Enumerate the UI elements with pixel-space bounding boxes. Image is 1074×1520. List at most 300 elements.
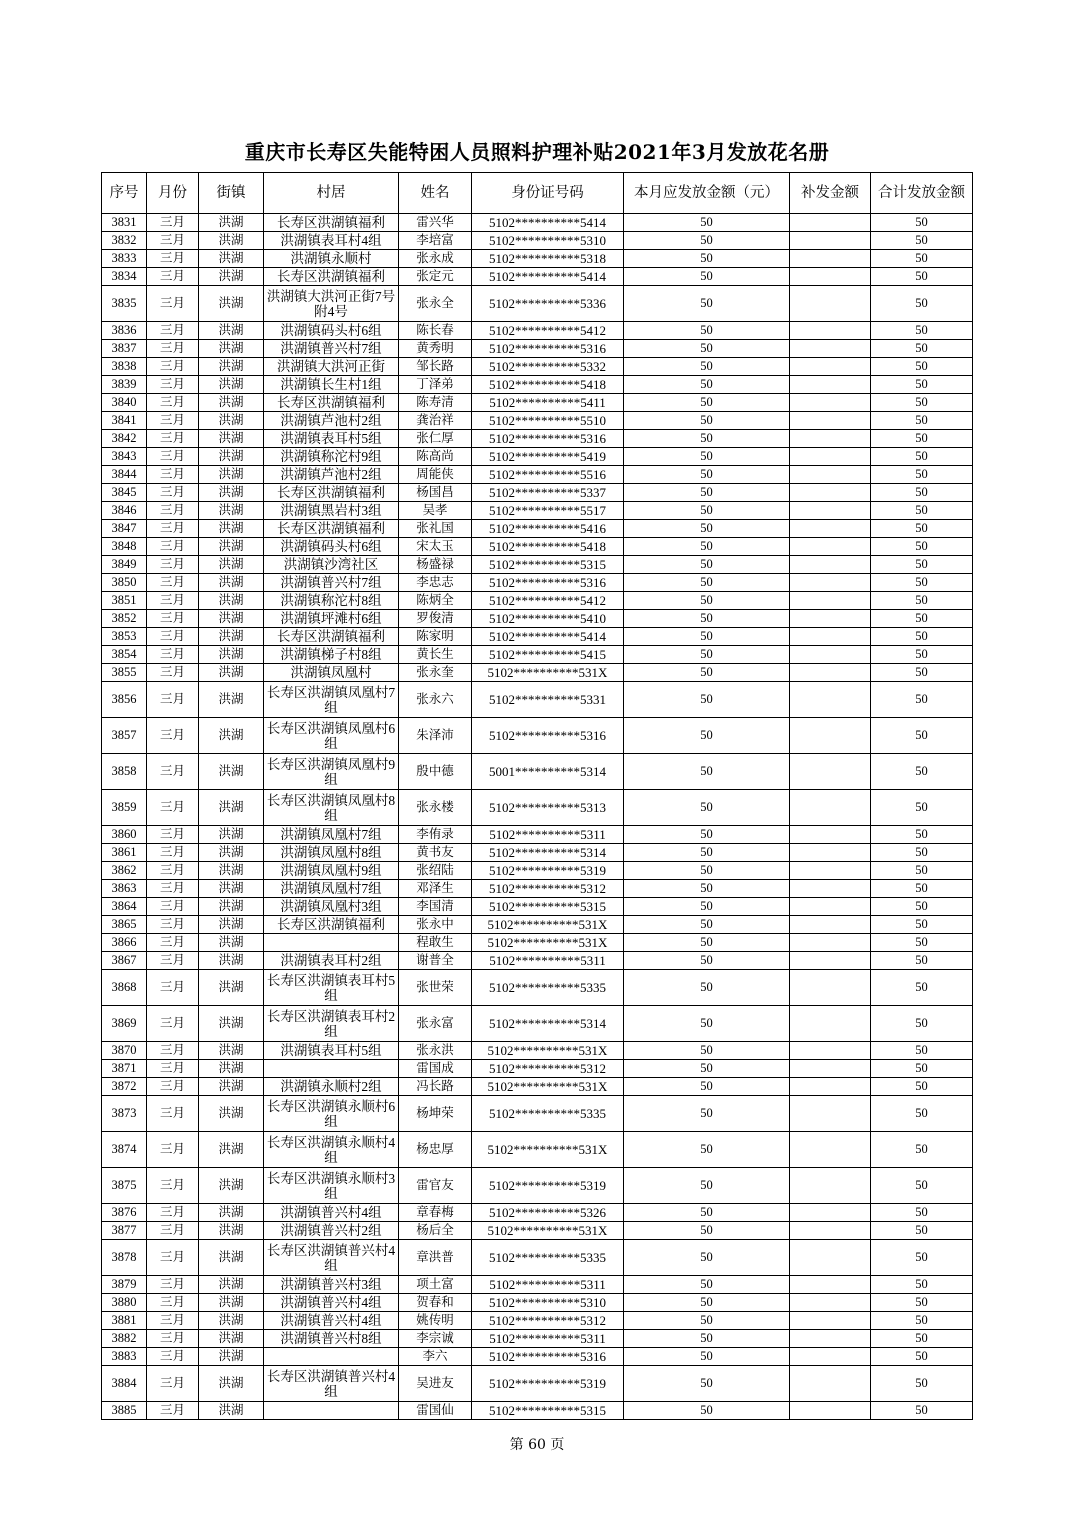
cell-amount-due: 50 [624, 754, 790, 790]
cell-id-number: 5102**********5312 [472, 880, 624, 898]
cell-index: 3840 [102, 394, 147, 412]
cell-back-pay [790, 538, 871, 556]
cell-month: 三月 [147, 610, 199, 628]
cell-village [264, 934, 399, 952]
cell-month: 三月 [147, 1330, 199, 1348]
cell-back-pay [790, 430, 871, 448]
cell-total: 50 [871, 1168, 973, 1204]
cell-index: 3831 [102, 214, 147, 232]
cell-back-pay [790, 916, 871, 934]
cell-name: 张绍陆 [399, 862, 472, 880]
cell-back-pay [790, 682, 871, 718]
cell-total: 50 [871, 232, 973, 250]
cell-amount-due: 50 [624, 1042, 790, 1060]
cell-village: 洪湖镇表耳村4组 [264, 232, 399, 250]
cell-index: 3862 [102, 862, 147, 880]
cell-back-pay [790, 1294, 871, 1312]
cell-town: 洪湖 [199, 790, 264, 826]
cell-total: 50 [871, 1276, 973, 1294]
cell-amount-due: 50 [624, 826, 790, 844]
cell-amount-due: 50 [624, 898, 790, 916]
cell-total: 50 [871, 826, 973, 844]
cell-id-number: 5102**********5316 [472, 430, 624, 448]
cell-total: 50 [871, 574, 973, 592]
cell-id-number: 5102**********5313 [472, 790, 624, 826]
cell-village: 长寿区洪湖镇普兴村4组 [264, 1240, 399, 1276]
cell-name: 邹长路 [399, 358, 472, 376]
cell-village: 长寿区洪湖镇福利 [264, 394, 399, 412]
cell-month: 三月 [147, 1006, 199, 1042]
cell-back-pay [790, 1096, 871, 1132]
cell-id-number: 5102**********5411 [472, 394, 624, 412]
document-title: 重庆市长寿区失能特困人员照料护理补贴2021年3月发放花名册 [244, 140, 830, 164]
cell-amount-due: 50 [624, 430, 790, 448]
table-row [102, 1402, 973, 1420]
cell-month: 三月 [147, 232, 199, 250]
cell-id-number: 5102**********5316 [472, 574, 624, 592]
col-header-total: 合计发放金额 [871, 173, 973, 214]
cell-total: 50 [871, 610, 973, 628]
cell-month: 三月 [147, 682, 199, 718]
cell-amount-due: 50 [624, 340, 790, 358]
cell-back-pay [790, 880, 871, 898]
cell-amount-due: 50 [624, 1006, 790, 1042]
col-header-village: 村居 [264, 173, 399, 214]
cell-id-number: 5102**********5510 [472, 412, 624, 430]
cell-town: 洪湖 [199, 610, 264, 628]
cell-amount-due: 50 [624, 1168, 790, 1204]
cell-month: 三月 [147, 286, 199, 322]
cell-month: 三月 [147, 412, 199, 430]
cell-amount-due: 50 [624, 646, 790, 664]
table-row [102, 448, 973, 466]
cell-back-pay [790, 466, 871, 484]
cell-town: 洪湖 [199, 394, 264, 412]
cell-name: 李培富 [399, 232, 472, 250]
cell-name: 黄秀明 [399, 340, 472, 358]
cell-id-number: 5102**********5326 [472, 1204, 624, 1222]
cell-back-pay [790, 844, 871, 862]
cell-month: 三月 [147, 754, 199, 790]
cell-town: 洪湖 [199, 1060, 264, 1078]
cell-total: 50 [871, 628, 973, 646]
header-row [102, 173, 973, 214]
cell-amount-due: 50 [624, 286, 790, 322]
cell-id-number: 5102**********5311 [472, 952, 624, 970]
cell-village: 洪湖镇普兴村2组 [264, 1222, 399, 1240]
cell-back-pay [790, 322, 871, 340]
cell-name: 张永全 [399, 286, 472, 322]
cell-index: 3856 [102, 682, 147, 718]
cell-town: 洪湖 [199, 1096, 264, 1132]
cell-month: 三月 [147, 628, 199, 646]
table-row [102, 502, 973, 520]
cell-back-pay [790, 1348, 871, 1366]
cell-total: 50 [871, 520, 973, 538]
roster-body [102, 214, 973, 1420]
cell-town: 洪湖 [199, 1132, 264, 1168]
cell-month: 三月 [147, 1078, 199, 1096]
cell-index: 3847 [102, 520, 147, 538]
cell-village: 洪湖镇普兴村4组 [264, 1294, 399, 1312]
cell-name: 张永富 [399, 1006, 472, 1042]
cell-total: 50 [871, 1348, 973, 1366]
cell-village: 长寿区洪湖镇表耳村2组 [264, 1006, 399, 1042]
cell-id-number: 5102**********5418 [472, 538, 624, 556]
cell-village: 长寿区洪湖镇永顺村6组 [264, 1096, 399, 1132]
cell-id-number: 5102**********5517 [472, 502, 624, 520]
cell-back-pay [790, 268, 871, 286]
cell-index: 3846 [102, 502, 147, 520]
cell-id-number: 5102**********5312 [472, 1060, 624, 1078]
cell-total: 50 [871, 1204, 973, 1222]
cell-amount-due: 50 [624, 880, 790, 898]
cell-month: 三月 [147, 322, 199, 340]
cell-total: 50 [871, 646, 973, 664]
cell-name: 杨后全 [399, 1222, 472, 1240]
cell-id-number: 5001**********5314 [472, 754, 624, 790]
table-row [102, 574, 973, 592]
cell-index: 3835 [102, 286, 147, 322]
cell-index: 3841 [102, 412, 147, 430]
cell-village: 洪湖镇普兴村4组 [264, 1312, 399, 1330]
cell-id-number: 5102**********5335 [472, 1096, 624, 1132]
cell-amount-due: 50 [624, 250, 790, 268]
cell-month: 三月 [147, 1060, 199, 1078]
cell-amount-due: 50 [624, 484, 790, 502]
cell-amount-due: 50 [624, 358, 790, 376]
cell-total: 50 [871, 538, 973, 556]
cell-town: 洪湖 [199, 592, 264, 610]
cell-amount-due: 50 [624, 682, 790, 718]
cell-town: 洪湖 [199, 1330, 264, 1348]
table-row [102, 880, 973, 898]
cell-id-number: 5102**********5410 [472, 610, 624, 628]
cell-town: 洪湖 [199, 1294, 264, 1312]
cell-month: 三月 [147, 520, 199, 538]
cell-id-number: 5102**********5314 [472, 1006, 624, 1042]
cell-month: 三月 [147, 1204, 199, 1222]
col-header-name: 姓名 [399, 173, 472, 214]
cell-village: 洪湖镇称沱村9组 [264, 448, 399, 466]
cell-id-number: 5102**********5414 [472, 268, 624, 286]
table-row [102, 1240, 973, 1276]
cell-name: 罗俊清 [399, 610, 472, 628]
cell-amount-due: 50 [624, 952, 790, 970]
cell-total: 50 [871, 1330, 973, 1348]
cell-name: 陈高尚 [399, 448, 472, 466]
cell-back-pay [790, 1060, 871, 1078]
cell-id-number: 5102**********5315 [472, 1402, 624, 1420]
cell-back-pay [790, 952, 871, 970]
cell-total: 50 [871, 448, 973, 466]
cell-total: 50 [871, 556, 973, 574]
cell-village: 长寿区洪湖镇凤凰村7组 [264, 682, 399, 718]
table-row [102, 610, 973, 628]
cell-town: 洪湖 [199, 862, 264, 880]
cell-total: 50 [871, 484, 973, 502]
cell-total: 50 [871, 1402, 973, 1420]
cell-back-pay [790, 1366, 871, 1402]
cell-id-number: 5102**********5335 [472, 1240, 624, 1276]
cell-id-number: 5102**********531X [472, 1222, 624, 1240]
cell-name: 李国清 [399, 898, 472, 916]
cell-index: 3849 [102, 556, 147, 574]
cell-amount-due: 50 [624, 1060, 790, 1078]
cell-town: 洪湖 [199, 1204, 264, 1222]
table-row [102, 322, 973, 340]
cell-town: 洪湖 [199, 1366, 264, 1402]
cell-back-pay [790, 1240, 871, 1276]
cell-name: 陈炳全 [399, 592, 472, 610]
cell-id-number: 5102**********5310 [472, 232, 624, 250]
cell-village: 长寿区洪湖镇永顺村3组 [264, 1168, 399, 1204]
cell-amount-due: 50 [624, 1402, 790, 1420]
cell-back-pay [790, 1132, 871, 1168]
cell-month: 三月 [147, 376, 199, 394]
cell-index: 3858 [102, 754, 147, 790]
cell-town: 洪湖 [199, 520, 264, 538]
cell-month: 三月 [147, 790, 199, 826]
cell-total: 50 [871, 376, 973, 394]
cell-name: 吴进友 [399, 1366, 472, 1402]
table-row [102, 466, 973, 484]
cell-village: 洪湖镇表耳村5组 [264, 1042, 399, 1060]
cell-town: 洪湖 [199, 1402, 264, 1420]
cell-town: 洪湖 [199, 232, 264, 250]
cell-town: 洪湖 [199, 628, 264, 646]
cell-name: 雷官友 [399, 1168, 472, 1204]
cell-back-pay [790, 520, 871, 538]
cell-id-number: 5102**********5314 [472, 844, 624, 862]
cell-village: 洪湖镇凤凰村7组 [264, 880, 399, 898]
cell-total: 50 [871, 1096, 973, 1132]
roster-table [101, 172, 973, 1420]
table-row [102, 718, 973, 754]
cell-month: 三月 [147, 250, 199, 268]
table-row [102, 1168, 973, 1204]
cell-village: 洪湖镇沙湾社区 [264, 556, 399, 574]
cell-month: 三月 [147, 1276, 199, 1294]
cell-back-pay [790, 826, 871, 844]
cell-name: 张永洪 [399, 1042, 472, 1060]
cell-name: 杨盛禄 [399, 556, 472, 574]
cell-back-pay [790, 484, 871, 502]
cell-amount-due: 50 [624, 628, 790, 646]
cell-total: 50 [871, 592, 973, 610]
table-row [102, 1096, 973, 1132]
cell-amount-due: 50 [624, 520, 790, 538]
cell-id-number: 5102**********5311 [472, 1330, 624, 1348]
cell-name: 张永六 [399, 682, 472, 718]
cell-amount-due: 50 [624, 1240, 790, 1276]
cell-back-pay [790, 1330, 871, 1348]
cell-village: 长寿区洪湖镇福利 [264, 916, 399, 934]
col-header-amount-due: 本月应发放金额（元） [624, 173, 790, 214]
cell-total: 50 [871, 970, 973, 1006]
cell-month: 三月 [147, 1402, 199, 1420]
table-row [102, 862, 973, 880]
cell-village: 洪湖镇梯子村8组 [264, 646, 399, 664]
cell-id-number: 5102**********5415 [472, 646, 624, 664]
cell-amount-due: 50 [624, 592, 790, 610]
cell-id-number: 5102**********5311 [472, 826, 624, 844]
cell-month: 三月 [147, 1240, 199, 1276]
cell-name: 黄书友 [399, 844, 472, 862]
cell-amount-due: 50 [624, 322, 790, 340]
cell-village: 洪湖镇凤凰村8组 [264, 844, 399, 862]
cell-back-pay [790, 718, 871, 754]
table-row [102, 1222, 973, 1240]
cell-amount-due: 50 [624, 268, 790, 286]
cell-town: 洪湖 [199, 1078, 264, 1096]
cell-amount-due: 50 [624, 1312, 790, 1330]
cell-town: 洪湖 [199, 322, 264, 340]
cell-town: 洪湖 [199, 898, 264, 916]
cell-town: 洪湖 [199, 466, 264, 484]
cell-id-number: 5102**********531X [472, 1042, 624, 1060]
cell-back-pay [790, 970, 871, 1006]
cell-index: 3857 [102, 718, 147, 754]
cell-village: 长寿区洪湖镇福利 [264, 268, 399, 286]
cell-town: 洪湖 [199, 916, 264, 934]
cell-village: 洪湖镇普兴村7组 [264, 340, 399, 358]
cell-index: 3875 [102, 1168, 147, 1204]
cell-back-pay [790, 664, 871, 682]
cell-name: 张仁厚 [399, 430, 472, 448]
cell-back-pay [790, 790, 871, 826]
table-row [102, 1294, 973, 1312]
cell-total: 50 [871, 322, 973, 340]
table-row [102, 1276, 973, 1294]
cell-village: 洪湖镇黑岩村3组 [264, 502, 399, 520]
cell-village: 长寿区洪湖镇福利 [264, 214, 399, 232]
cell-name: 李宗诚 [399, 1330, 472, 1348]
cell-back-pay [790, 214, 871, 232]
cell-month: 三月 [147, 1132, 199, 1168]
cell-name: 章春梅 [399, 1204, 472, 1222]
cell-id-number: 5102**********5316 [472, 718, 624, 754]
cell-back-pay [790, 592, 871, 610]
cell-amount-due: 50 [624, 916, 790, 934]
cell-village: 长寿区洪湖镇表耳村5组 [264, 970, 399, 1006]
cell-town: 洪湖 [199, 1240, 264, 1276]
col-header-index: 序号 [102, 173, 147, 214]
cell-month: 三月 [147, 898, 199, 916]
cell-index: 3878 [102, 1240, 147, 1276]
cell-amount-due: 50 [624, 934, 790, 952]
cell-village [264, 1402, 399, 1420]
table-row [102, 394, 973, 412]
cell-town: 洪湖 [199, 484, 264, 502]
cell-id-number: 5102**********5412 [472, 592, 624, 610]
cell-total: 50 [871, 754, 973, 790]
cell-month: 三月 [147, 880, 199, 898]
table-row [102, 250, 973, 268]
cell-index: 3848 [102, 538, 147, 556]
cell-village: 洪湖镇普兴村7组 [264, 574, 399, 592]
cell-village: 洪湖镇称沱村8组 [264, 592, 399, 610]
cell-month: 三月 [147, 502, 199, 520]
cell-back-pay [790, 556, 871, 574]
cell-month: 三月 [147, 1294, 199, 1312]
cell-month: 三月 [147, 574, 199, 592]
cell-amount-due: 50 [624, 448, 790, 466]
cell-name: 杨忠厚 [399, 1132, 472, 1168]
cell-town: 洪湖 [199, 448, 264, 466]
cell-amount-due: 50 [624, 970, 790, 1006]
cell-index: 3854 [102, 646, 147, 664]
cell-month: 三月 [147, 826, 199, 844]
cell-month: 三月 [147, 862, 199, 880]
cell-village: 长寿区洪湖镇普兴村4组 [264, 1366, 399, 1402]
cell-index: 3845 [102, 484, 147, 502]
cell-month: 三月 [147, 1168, 199, 1204]
table-row [102, 232, 973, 250]
cell-index: 3844 [102, 466, 147, 484]
table-row [102, 592, 973, 610]
cell-index: 3859 [102, 790, 147, 826]
cell-name: 雷国成 [399, 1060, 472, 1078]
cell-id-number: 5102**********5316 [472, 340, 624, 358]
cell-name: 吴孝 [399, 502, 472, 520]
cell-name: 张定元 [399, 268, 472, 286]
cell-village: 长寿区洪湖镇福利 [264, 484, 399, 502]
cell-index: 3866 [102, 934, 147, 952]
table-row [102, 934, 973, 952]
table-row [102, 376, 973, 394]
table-row [102, 1042, 973, 1060]
cell-back-pay [790, 286, 871, 322]
cell-back-pay [790, 1222, 871, 1240]
cell-index: 3869 [102, 1006, 147, 1042]
cell-back-pay [790, 754, 871, 790]
table-row [102, 898, 973, 916]
table-row [102, 664, 973, 682]
cell-name: 陈家明 [399, 628, 472, 646]
cell-town: 洪湖 [199, 412, 264, 430]
cell-id-number: 5102**********5516 [472, 466, 624, 484]
cell-index: 3881 [102, 1312, 147, 1330]
cell-village: 洪湖镇大洪河正街 [264, 358, 399, 376]
cell-town: 洪湖 [199, 574, 264, 592]
cell-month: 三月 [147, 340, 199, 358]
cell-total: 50 [871, 790, 973, 826]
table-row [102, 484, 973, 502]
cell-town: 洪湖 [199, 718, 264, 754]
table-row [102, 1348, 973, 1366]
cell-total: 50 [871, 880, 973, 898]
cell-town: 洪湖 [199, 970, 264, 1006]
cell-town: 洪湖 [199, 682, 264, 718]
cell-back-pay [790, 340, 871, 358]
cell-back-pay [790, 574, 871, 592]
cell-back-pay [790, 250, 871, 268]
cell-back-pay [790, 1078, 871, 1096]
table-row [102, 340, 973, 358]
cell-month: 三月 [147, 718, 199, 754]
cell-amount-due: 50 [624, 232, 790, 250]
cell-amount-due: 50 [624, 1348, 790, 1366]
cell-month: 三月 [147, 214, 199, 232]
cell-total: 50 [871, 1312, 973, 1330]
cell-id-number: 5102**********5414 [472, 214, 624, 232]
cell-total: 50 [871, 1042, 973, 1060]
cell-name: 冯长路 [399, 1078, 472, 1096]
cell-index: 3877 [102, 1222, 147, 1240]
table-row [102, 790, 973, 826]
cell-month: 三月 [147, 484, 199, 502]
